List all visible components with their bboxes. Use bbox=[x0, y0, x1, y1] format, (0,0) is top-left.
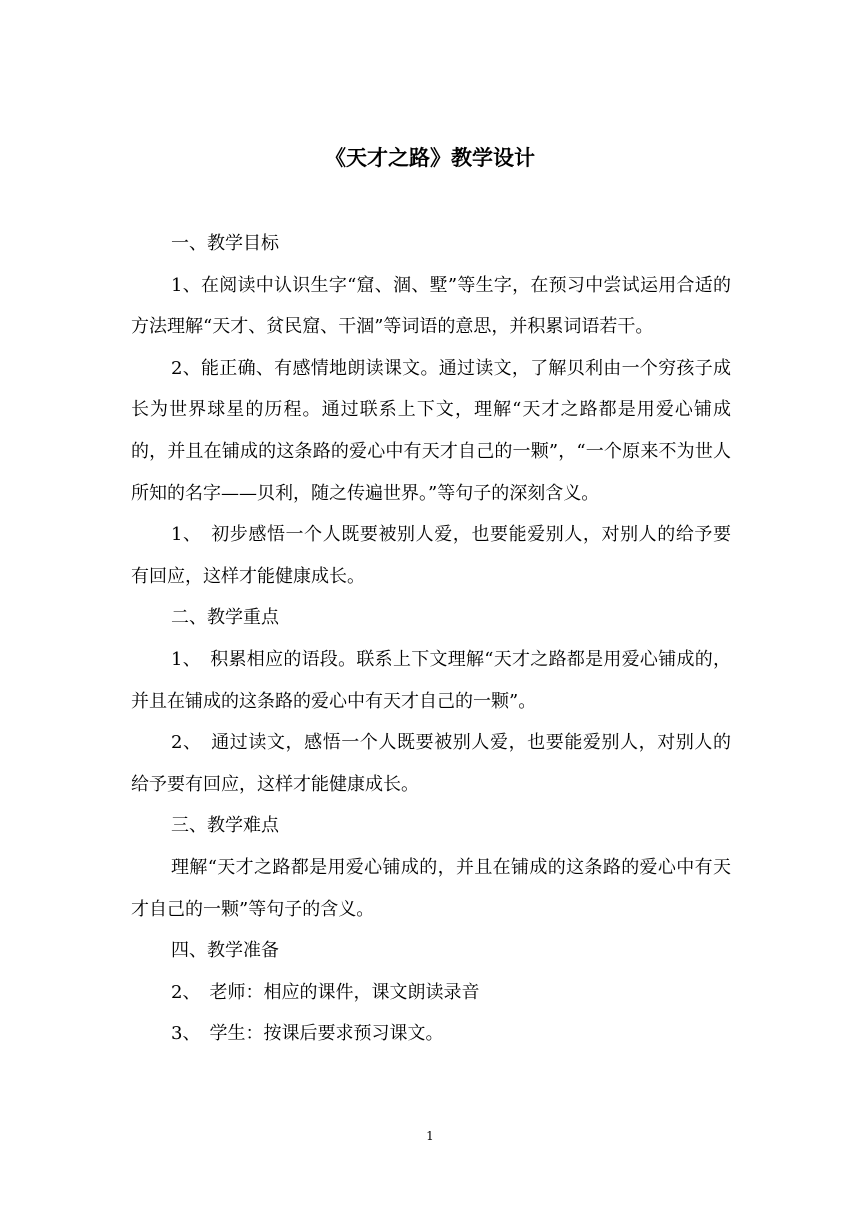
document-body bbox=[131, 223, 731, 1055]
preparation-item-student: 3、 学生：按课后要求预习课文。 bbox=[171, 1023, 444, 1045]
objective-item-1: 1、在阅读中认识生字“窟、涸、墅”等生字，在预习中尝试运用合适的方法理解“天才、贫民窟、干涸”等词语的意思，并积累词语若干。 bbox=[131, 274, 731, 338]
section-heading-objectives: 一、教学目标 bbox=[171, 233, 279, 254]
preparation-item-teacher: 2、 老师：相应的课件，课文朗读录音 bbox=[171, 981, 480, 1003]
section-heading-difficulties: 三、教学难点 bbox=[171, 815, 279, 837]
objective-item-3: 1、 初步感悟一个人既要被别人爱，也要能爱别人，对别人的给予要有回应，这样才能健康成长。 bbox=[131, 524, 731, 587]
document-title: 《天才之路》教学设计 bbox=[325, 145, 535, 170]
key-point-item-1: 1、 积累相应的语段。联系上下文理解“天才之路都是用爱心铺成的，并且在铺成的这条路的爱心中有天才自己的一颗”。 bbox=[131, 648, 731, 712]
objective-item-2: 2、能正确、有感情地朗读课文。通过读文，了解贝利由一个穷孩子成长为世界球星的历程。通过联系上下文，理解“天才之路都是用爱心铺成的，并且在铺成的这条路的爱心中有天才自己的一颗”，“一个原来不为世人所知的名字——贝利，随之传遍世界。”等句子的深刻含义。 bbox=[131, 357, 731, 504]
page-number: 1 bbox=[426, 1129, 434, 1143]
key-point-item-2: 2、 通过读文，感悟一个人既要被别人爱，也要能爱别人，对别人的给予要有回应，这样才能健康成长。 bbox=[131, 732, 731, 795]
difficulty-item: 理解“天才之路都是用爱心铺成的，并且在铺成的这条路的爱心中有天才自己的一颗”等句子的含义。 bbox=[131, 856, 731, 920]
section-heading-key-points: 二、教学重点 bbox=[171, 607, 279, 629]
section-heading-preparation: 四、教学准备 bbox=[171, 940, 279, 962]
